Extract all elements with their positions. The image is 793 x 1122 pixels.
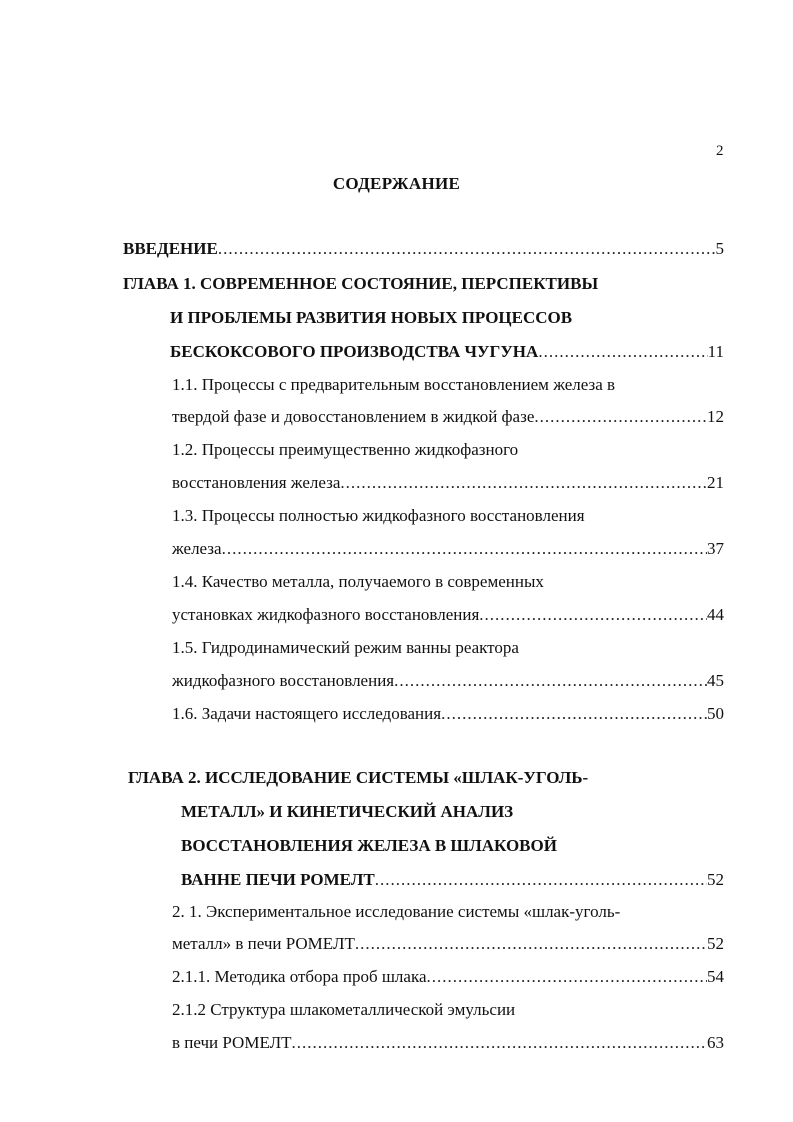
- toc-section-1-4-line1[interactable]: 1.4. Качество металла, получаемого в современных: [172, 572, 544, 591]
- page-title: СОДЕРЖАНИЕ: [332, 174, 461, 193]
- toc-section-line2: в печи РОМЕЛТ: [172, 1033, 292, 1052]
- dot-leader: [534, 405, 707, 429]
- chapter1-title-line2[interactable]: И ПРОБЛЕМЫ РАЗВИТИЯ НОВЫХ ПРОЦЕССОВ: [170, 308, 573, 327]
- dot-leader: [222, 537, 707, 561]
- toc-section-2-1-2[interactable]: [172, 1031, 724, 1055]
- toc-section-line2: металл» в печи РОМЕЛТ: [172, 934, 355, 953]
- toc-section-1-3-line1[interactable]: 1.3. Процессы полностью жидкофазного восстановления: [172, 506, 585, 525]
- toc-section-1-2[interactable]: [172, 471, 724, 495]
- chapter2-title-line3[interactable]: ВОССТАНОВЛЕНИЯ ЖЕЛЕЗА В ШЛАКОВОЙ: [181, 836, 557, 855]
- toc-section-2-1-2-line1[interactable]: 2.1.2 Структура шлакометаллической эмульсии: [172, 1000, 516, 1019]
- toc-page-number: 11: [707, 342, 724, 361]
- toc-entry-chapter2[interactable]: [181, 868, 724, 892]
- toc-section-2-1-1[interactable]: [172, 965, 724, 989]
- toc-page-number: 44: [707, 605, 724, 624]
- dot-leader: [441, 702, 707, 726]
- toc-page-number: 52: [707, 870, 724, 889]
- toc-section-line2: твердой фазе и довосстановлением в жидкой фазе: [172, 407, 535, 426]
- chapter1-title-line1[interactable]: ГЛАВА 1. СОВРЕМЕННОЕ СОСТОЯНИЕ, ПЕРСПЕКТИВЫ: [123, 274, 599, 293]
- chapter2-title-line2[interactable]: МЕТАЛЛ» И КИНЕТИЧЕСКИЙ АНАЛИЗ: [181, 802, 514, 821]
- dot-leader: [538, 340, 707, 364]
- dot-leader: [394, 669, 707, 693]
- toc-page-number: 54: [707, 967, 724, 986]
- toc-section-1-5-line1[interactable]: 1.5. Гидродинамический режим ванны реактора: [172, 638, 519, 657]
- dot-leader: [218, 237, 716, 261]
- toc-section-1-2-line1[interactable]: 1.2. Процессы преимущественно жидкофазного: [172, 440, 519, 459]
- toc-page-number: 21: [707, 473, 724, 492]
- toc-section-1-3[interactable]: [172, 537, 724, 561]
- dot-leader: [427, 965, 707, 989]
- toc-section-line2: железа: [172, 539, 222, 558]
- toc-page-number: 12: [707, 407, 724, 426]
- toc-section-1-6[interactable]: [172, 702, 724, 726]
- dot-leader: [340, 471, 707, 495]
- toc-page-number: 45: [707, 671, 724, 690]
- toc-page-number: 52: [707, 934, 724, 953]
- toc-page-number: 50: [707, 704, 724, 723]
- toc-section-2-1-line1[interactable]: 2. 1. Экспериментальное исследование системы «шлак-уголь-: [172, 902, 621, 921]
- toc-section-line2: установках жидкофазного восстановления: [172, 605, 480, 624]
- chapter2-title-line1[interactable]: ГЛАВА 2. ИССЛЕДОВАНИЕ СИСТЕМЫ «ШЛАК-УГОЛЬ-: [128, 768, 589, 787]
- dot-leader: [355, 932, 707, 956]
- toc-page-number: 37: [707, 539, 724, 558]
- toc-entry-title: ВВЕДЕНИЕ: [123, 239, 218, 258]
- toc-section-1-1[interactable]: [172, 405, 724, 429]
- chapter1-title-line3: БЕСКОКСОВОГО ПРОИЗВОДСТВА ЧУГУНА: [170, 342, 539, 361]
- toc-entry-chapter1[interactable]: [170, 340, 724, 364]
- dot-leader: [292, 1031, 707, 1055]
- toc-section-line2: восстановления железа: [172, 473, 341, 492]
- toc-section-line1: 2.1.1. Методика отбора проб шлака: [172, 967, 427, 986]
- dot-leader: [375, 868, 707, 892]
- dot-leader: [479, 603, 707, 627]
- toc-entry-intro[interactable]: [123, 237, 724, 261]
- toc-section-1-5[interactable]: [172, 669, 724, 693]
- toc-page-number: 63: [707, 1033, 724, 1052]
- toc-section-1-4[interactable]: [172, 603, 724, 627]
- toc-section-line2: жидкофазного восстановления: [172, 671, 395, 690]
- page-number: 2: [716, 143, 724, 159]
- toc-page-number: 5: [715, 239, 724, 258]
- toc-section-1-1-line1[interactable]: 1.1. Процессы с предварительным восстановлением железа в: [172, 375, 616, 394]
- toc-section-2-1[interactable]: [172, 932, 724, 956]
- chapter2-title-line4: ВАННЕ ПЕЧИ РОМЕЛТ: [181, 870, 375, 889]
- toc-section-line1: 1.6. Задачи настоящего исследования: [172, 704, 442, 723]
